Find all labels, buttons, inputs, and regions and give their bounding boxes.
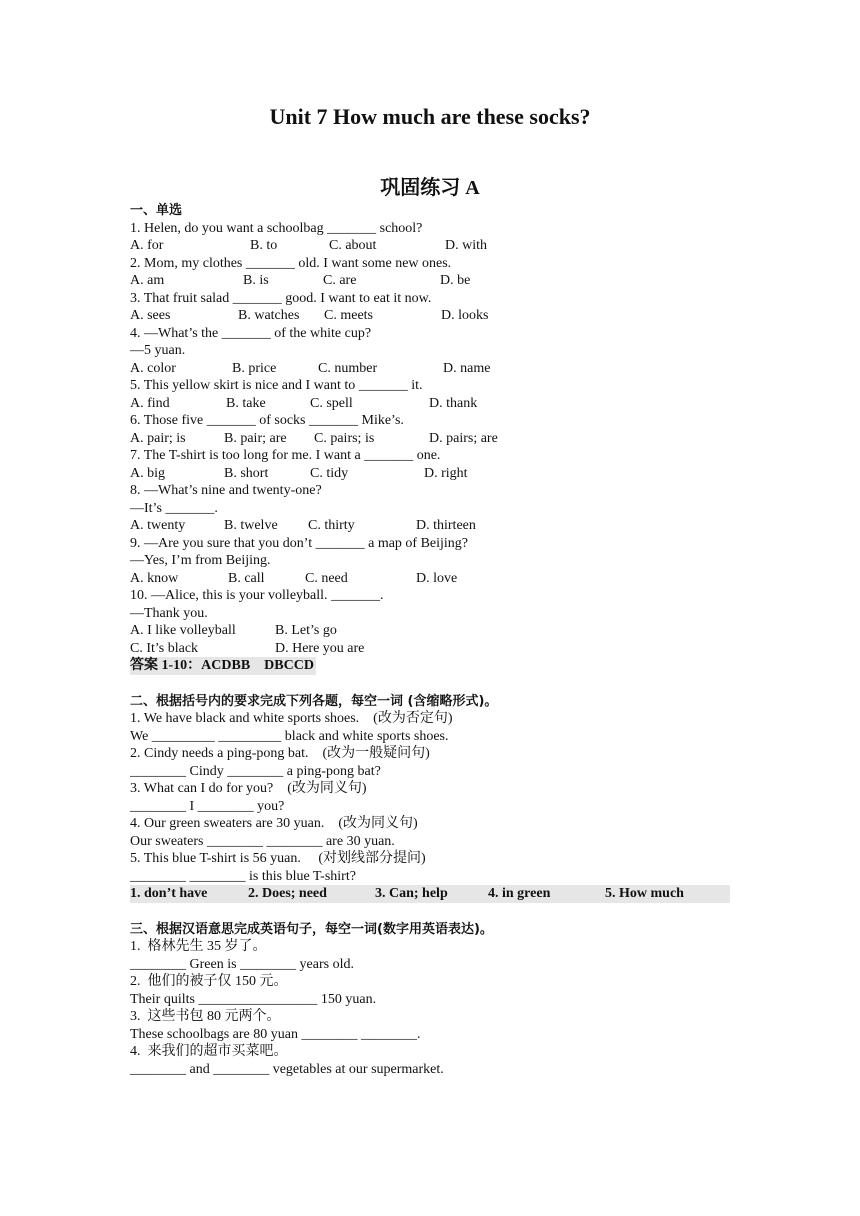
options-10-row2	[130, 640, 730, 658]
options-5	[130, 395, 730, 413]
translate-blank: Their quilts _________________ 150 yuan.	[130, 991, 377, 1007]
option-b: B. take	[226, 395, 266, 411]
option-a: A. find	[130, 395, 170, 411]
question-8: 8. —What’s nine and twenty-one?	[130, 483, 322, 498]
rewrite-blank: ________ I ________ you?	[130, 798, 285, 814]
question-9: 9. —Are you sure that you don’t _______ a map of Beijing?	[130, 535, 469, 551]
answer-5: 5. How much	[605, 886, 684, 901]
question-7: 7. The T-shirt is too long for me. I want a _______ one.	[130, 448, 441, 463]
option-d: D. Here you are	[275, 640, 365, 656]
section2-answer-key	[130, 885, 730, 903]
option-c: C. spell	[310, 395, 353, 411]
rewrite-blank: ________ ________ is this blue T-shirt?	[130, 868, 356, 884]
options-6	[130, 430, 730, 448]
answer-2: 2. Does; need	[248, 886, 327, 901]
option-d: D. with	[445, 238, 487, 253]
option-b: B. twelve	[224, 518, 278, 533]
option-b: B. is	[243, 273, 269, 288]
rewrite-item: 5. This blue T-shirt is 56 yuan. (对划线部分提问)	[130, 851, 426, 866]
options-10-row1	[130, 622, 730, 640]
option-b: B. call	[228, 570, 265, 586]
translate-blank: ________ and ________ vegetables at our supermarket.	[130, 1061, 444, 1077]
option-d: D. be	[440, 273, 471, 288]
question-3: 3. That fruit salad _______ good. I want to eat it now.	[130, 290, 432, 306]
question-9-reply: —Yes, I’m from Beijing.	[130, 553, 271, 568]
option-d: D. thank	[429, 395, 478, 411]
option-b: B. pair; are	[224, 430, 287, 446]
rewrite-blank: We _________ _________ black and white sports shoes.	[130, 728, 449, 744]
option-d: D. pairs; are	[429, 430, 498, 446]
options-3	[130, 307, 730, 325]
section2-heading: 二、根据括号内的要求完成下列各题，每空一词 (含缩略形式)。	[130, 693, 498, 709]
question-10: 10. —Alice, this is your volleyball. _______.	[130, 588, 384, 603]
options-7	[130, 465, 730, 483]
translate-item: 3. 这些书包 80 元两个。	[130, 1009, 281, 1024]
question-10-reply: —Thank you.	[130, 605, 208, 621]
option-c: C. pairs; is	[314, 430, 375, 446]
page-title: Unit 7 How much are these socks?	[269, 104, 591, 129]
option-b: B. to	[250, 238, 278, 253]
rewrite-item: 2. Cindy needs a ping-pong bat. (改为一般疑问句)	[130, 746, 430, 761]
answer-4: 4. in green	[488, 886, 551, 901]
option-a: A. big	[130, 465, 165, 481]
option-c: C. It’s black	[130, 640, 199, 656]
translate-item: 1. 格林先生 35 岁了。	[130, 939, 267, 954]
section1-answer-key: 答案 1-10：ACDBB DBCCD	[130, 658, 314, 673]
rewrite-item: 4. Our green sweaters are 30 yuan. (改为同义句)	[130, 816, 418, 831]
question-5: 5. This yellow skirt is nice and I want to _______ it.	[130, 378, 423, 393]
option-d: D. love	[416, 570, 458, 586]
option-a: A. I like volleyball	[130, 623, 236, 638]
option-d: D. thirteen	[416, 518, 476, 533]
worksheet-content	[130, 202, 730, 1078]
option-c: C. meets	[324, 308, 373, 323]
option-c: C. thirty	[308, 518, 355, 533]
option-a: A. sees	[130, 308, 171, 323]
option-a: A. am	[130, 273, 165, 288]
option-b: B. short	[224, 465, 269, 481]
rewrite-item: 1. We have black and white sports shoes. (改为否定句)	[130, 711, 453, 726]
option-d: D. right	[424, 465, 468, 481]
exercise-subtitle: 巩固练习 A	[380, 177, 480, 199]
question-4-reply: —5 yuan.	[130, 343, 186, 358]
question-1: 1. Helen, do you want a schoolbag _______ school?	[130, 220, 423, 236]
question-6: 6. Those five _______ of socks _______ Mike’s.	[130, 413, 404, 428]
answer-1: 1. don’t have	[130, 886, 208, 901]
option-a: A. pair; is	[130, 430, 186, 446]
option-c: C. need	[305, 570, 348, 586]
options-4	[130, 360, 730, 378]
option-b: B. watches	[238, 308, 300, 323]
option-d: D. looks	[441, 308, 489, 323]
option-a: A. for	[130, 238, 164, 253]
options-9	[130, 570, 730, 588]
options-2	[130, 272, 730, 290]
option-c: C. about	[329, 238, 377, 253]
translate-item: 2. 他们的被子仅 150 元。	[130, 974, 288, 989]
option-a: A. twenty	[130, 518, 186, 533]
rewrite-item: 3. What can I do for you? (改为同义句)	[130, 781, 367, 796]
option-b: B. price	[232, 360, 277, 376]
rewrite-blank: Our sweaters ________ ________ are 30 yuan.	[130, 833, 395, 849]
section3-heading: 三、根据汉语意思完成英语句子，每空一词(数字用英语表达)。	[130, 921, 493, 937]
option-a: A. know	[130, 570, 179, 586]
question-8-reply: —It’s _______.	[130, 500, 218, 516]
question-2: 2. Mom, my clothes _______ old. I want some new ones.	[130, 255, 452, 271]
translate-blank: These schoolbags are 80 yuan ________ ________.	[130, 1026, 421, 1042]
option-d: D. name	[443, 360, 491, 376]
options-8	[130, 517, 730, 535]
section1-heading: 一、单选	[130, 203, 183, 218]
translate-item: 4. 来我们的超市买菜吧。	[130, 1044, 288, 1059]
rewrite-blank: ________ Cindy ________ a ping-pong bat?	[130, 763, 381, 779]
options-1	[130, 237, 730, 255]
answer-3: 3. Can; help	[375, 886, 448, 901]
option-b: B. Let’s go	[275, 623, 337, 638]
translate-blank: ________ Green is ________ years old.	[130, 956, 354, 972]
question-4: 4. —What’s the _______ of the white cup?	[130, 325, 372, 341]
option-c: C. are	[323, 273, 357, 288]
option-a: A. color	[130, 360, 176, 376]
option-c: C. number	[318, 360, 378, 376]
option-c: C. tidy	[310, 465, 349, 481]
